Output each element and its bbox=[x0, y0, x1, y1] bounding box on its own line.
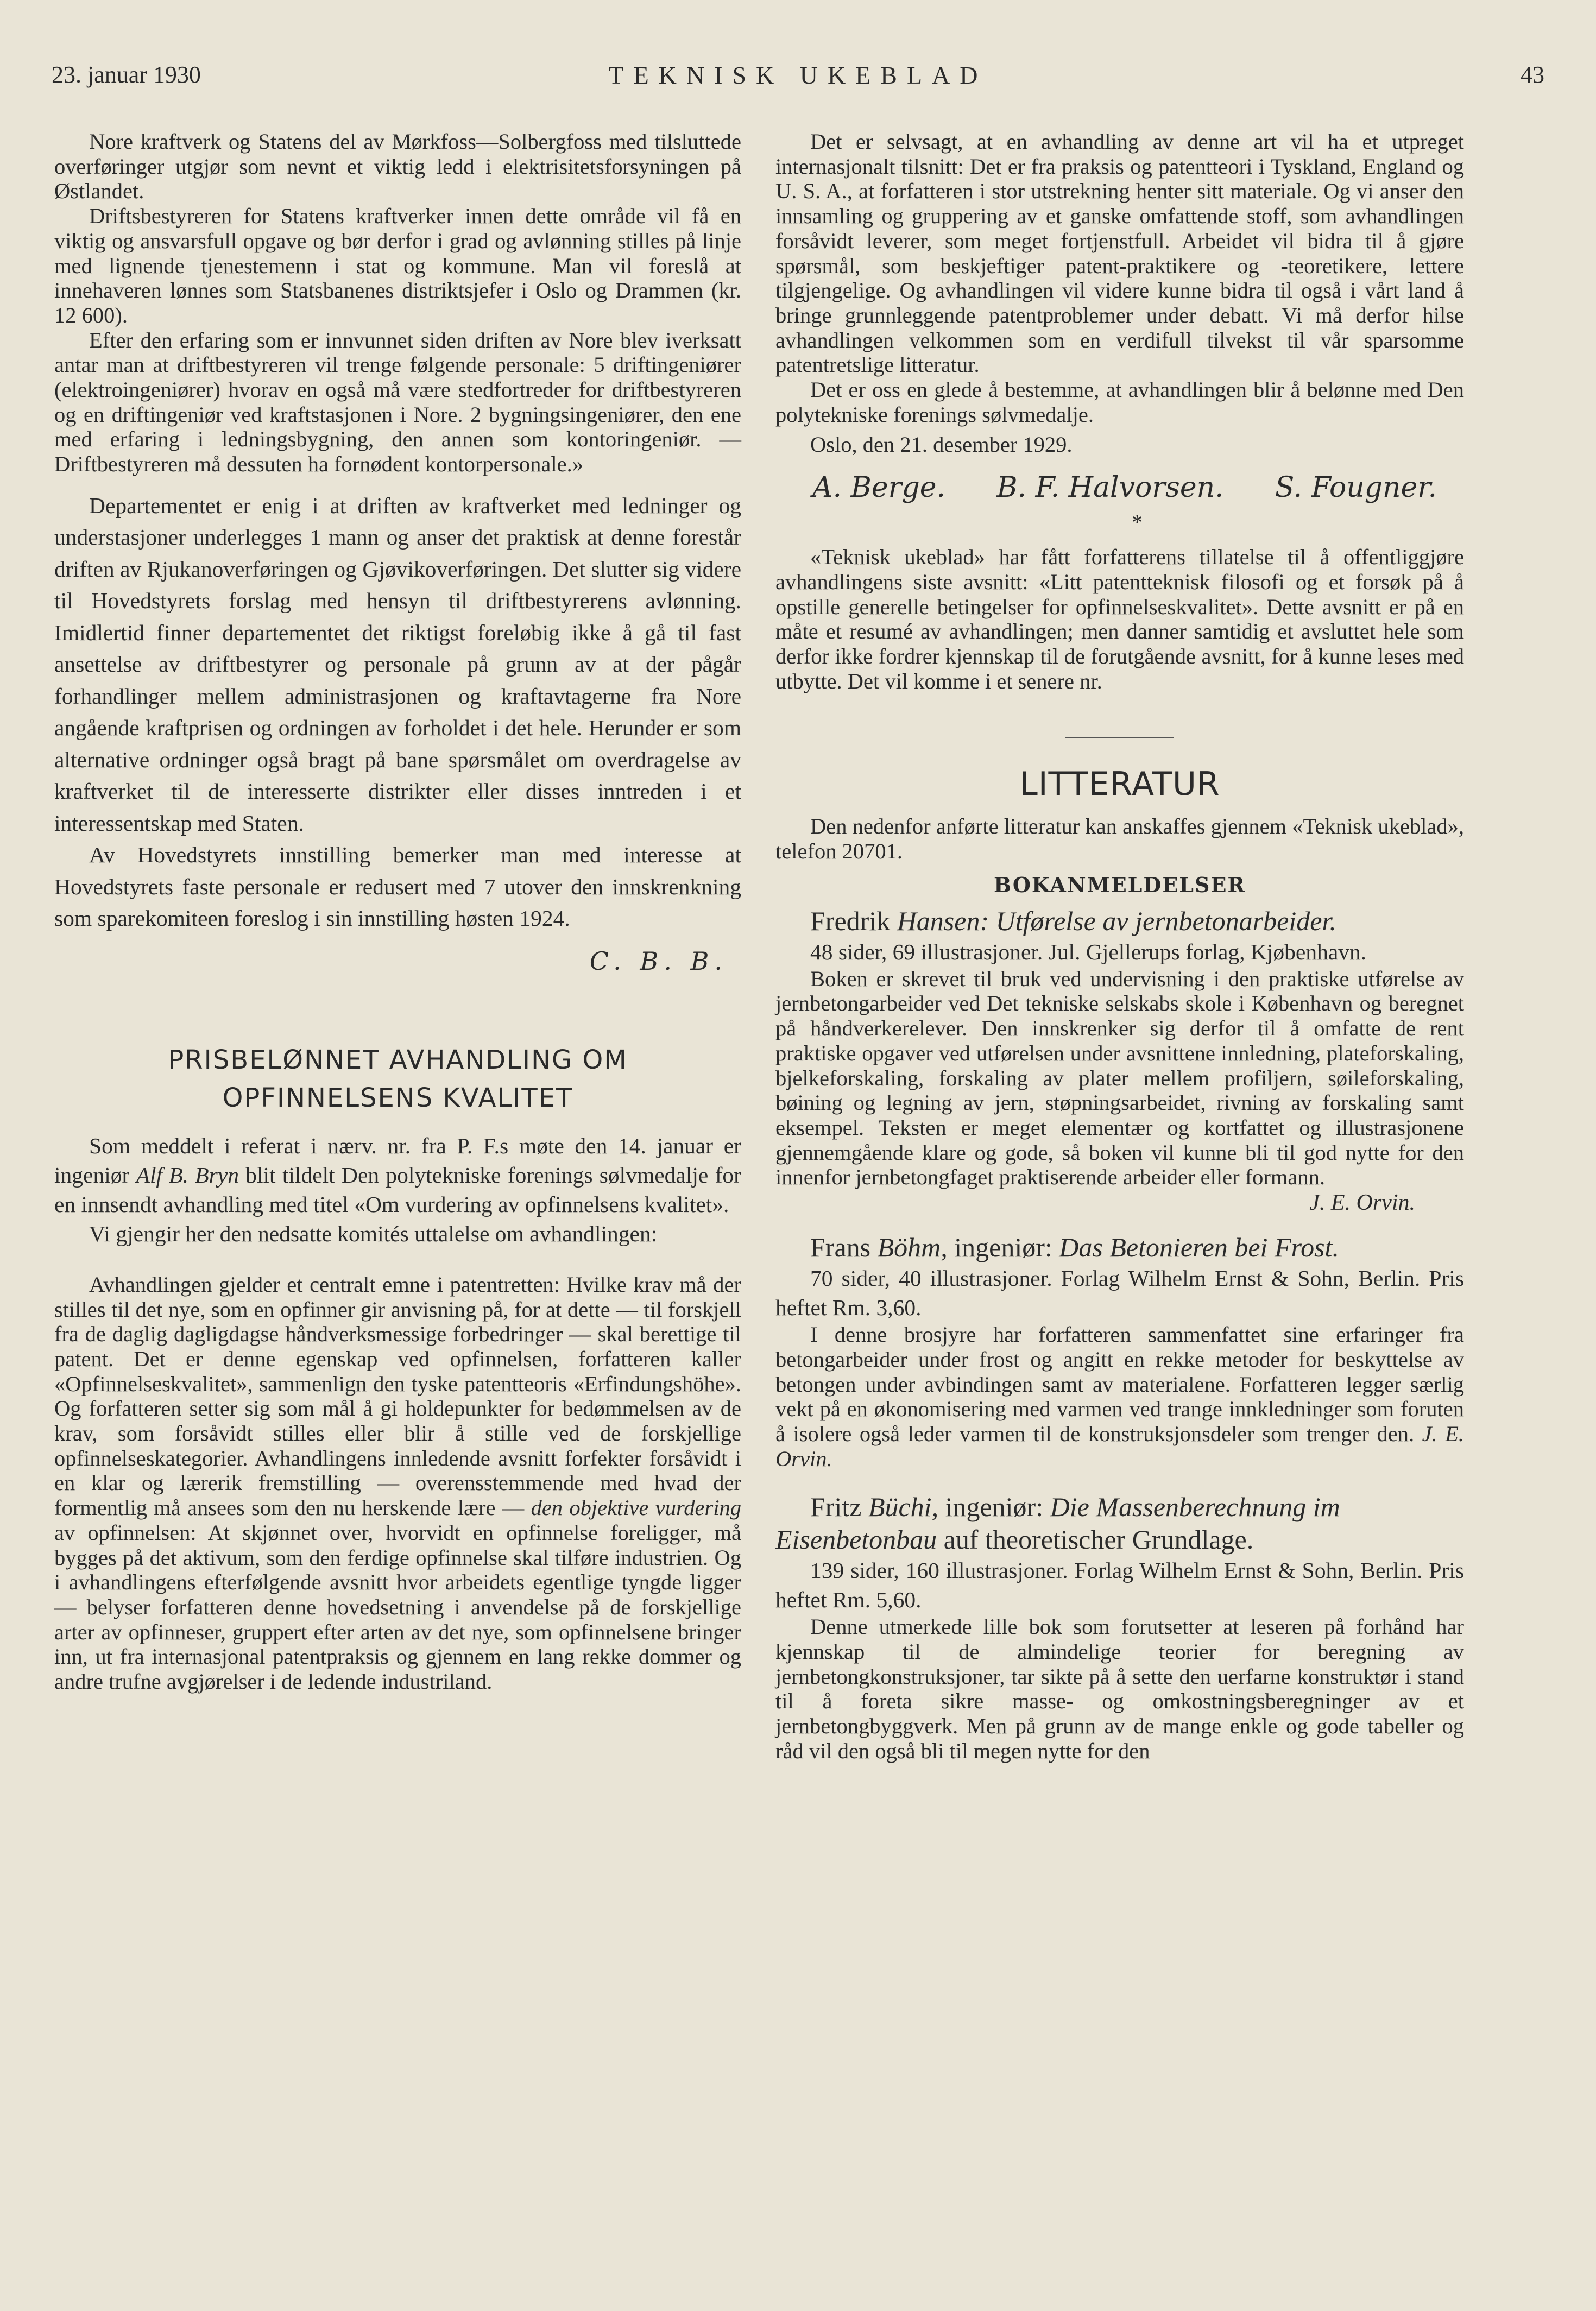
asterisk-separator: * bbox=[1132, 510, 1143, 535]
paragraph: Driftsbestyreren for Statens kraftverker innen dette område vil få en viktig og ansvarsfull opgave og bør derfor i grad og avlønning stilles på linje med lignende tjenestemenn i stat og kommune. Man vil foreslå at innehaveren lønnes som Statsbanenes distriktsjefer i Oslo og Drammen (kr. 12 600). bbox=[54, 204, 741, 327]
book-review: Boken er skrevet til bruk ved undervisning i den praktiske utførelse av jernbetongarbeider ved Det tekniske selskabs skole i København og beregnet på håndverkerelever. Den innskrenker sig derfor til å omfatte de rent praktiske opgaver ved utførelsen under avsnittene innledning, plateforskaling, bjelkeforskaling, forskaling av plater mellem profiljern, søileforskaling, bøining og legning av jern, støpningsarbeidet, rivning av forskaling samt eksempel. Teksten er meget elementær og kortfattet og illustrasjonene gjennemgående klare og gode, så boken vil kunne bli til god nytte for den innenfor jernbetongfaget praktiserende arbeider eller formann. bbox=[775, 966, 1464, 1190]
signer: B. F. Halvorsen. bbox=[996, 471, 1224, 504]
book-meta: 48 sider, 69 illustrasjoner. Jul. Gjellerups forlag, Kjøbenhavn. bbox=[810, 939, 1367, 964]
book-meta: 70 sider, 40 illustrasjoner. Forlag Wilhelm Ernst & Sohn, Berlin. Pris heftet Rm. 3,60. bbox=[775, 1266, 1464, 1321]
paragraph: «Teknisk ukeblad» har fått forfatterens tillatelse til å offentliggjøre avhandlingens siste avsnitt: «Litt patentteknisk filosofi og et forsøk på å opstille generelle betingelser for opfinnelseskvalitet». Dette avsnitt er på en måte et resumé av avhandlingen; men danner samtidig et avsluttet hele som derfor ikke fordrer kjennskap til de forutgående avsnitt, for å kunne leses med utbytte. Det vil komme i et senere nr. bbox=[775, 545, 1464, 693]
paragraph: Som meddelt i referat i nærv. nr. fra P. F.s møte den 14. januar er ingeniør Alf B. Bryn blit tildelt Den polytekniske forenings sølvmedalje for en innsendt avhandling med titel «Om vurdering av opfinnelsens kvalitet». bbox=[54, 1133, 741, 1217]
section-title: LITTERATUR bbox=[1019, 765, 1220, 804]
book-review: Denne utmerkede lille bok som forutsetter at leseren på forhånd har kjennskap til de almindelige teorier for beregning av jernbetongkonstruksjoner, tar sikte på å sette den uerfarne konstruktør i stand til å foreta sikre masse- og omkostningsberegninger av et jernbetongbyggverk. Men på grunn av de mange enkle og gode tabeller og råd vil den også bli til megen nytte for den bbox=[775, 1614, 1464, 1763]
article-heading-line: PRISBELØNNET AVHANDLING OM bbox=[168, 1044, 628, 1075]
section-divider bbox=[1065, 737, 1174, 738]
sub-heading: BOKANMELDELSER bbox=[994, 872, 1246, 897]
left-column bbox=[54, 129, 741, 1694]
paragraph: Efter den erfaring som er innvunnet siden driften av Nore blev iverksatt antar man at driftbestyreren vil trenge følgende personale: 5 driftingeniører (elektroingeniører) hvorav en også må være stedfortreder for driftbestyreren og en driftingeniør ved kraftstasjonen i Nore. 2 bygningsingeniører, den ene med erfaring i ledningsbygning, den annen som kontoringeniør. — Driftbestyreren må dessuten ha fornødent kontorpersonale.» bbox=[54, 327, 741, 477]
author-initials: C. B. B. bbox=[589, 946, 728, 976]
journal-title: TEKNISK UKEBLAD bbox=[608, 61, 988, 89]
emphasis: den objektive vurdering bbox=[531, 1495, 742, 1520]
right-column bbox=[775, 129, 1464, 1764]
paragraph: Nore kraftverk og Statens del av Mørkfoss—Solbergfoss med tilsluttede overføringer utgjør som nevnt et viktig ledd i elektrisitetsforsyningen på Østlandet. bbox=[54, 129, 741, 204]
paragraph: Departementet er enig i at driften av kraftverket med ledninger og understasjoner underlegges 1 mann og anser det praktisk at denne forestår driften av Rjukanoverføringen og Gjøvikoverføringen. Det slutter sig videre til Hovedstyrets forslag med hensyn til driftbestyrerens avlønning. Imidlertid finner departementet det riktigst foreløbig ikke å gå til fast ansettelse av driftbestyrer og personale på grunn av at der pågår forhandlinger mellem administrasjonen og kraftavtagerne fra Nore angående kraftprisen og ordningen av forholdet i det hele. Herunder er som alternative ordninger også bragt på bane spørsmålet om overdragelse av kraftverket til de interesserte distrikter eller disses inntreden i et interessentskap med Staten. bbox=[54, 492, 741, 836]
reviewer-signature: J. E. Orvin. bbox=[1309, 1190, 1415, 1216]
running-header bbox=[52, 61, 1544, 99]
paragraph: Vi gjengir her den nedsatte komités uttalelse om avhandlingen: bbox=[89, 1221, 658, 1246]
book-meta: 139 sider, 160 illustrasjoner. Forlag Wilhelm Ernst & Sohn, Berlin. Pris heftet Rm. 5,60. bbox=[775, 1558, 1464, 1613]
issue-date: 23. januar 1930 bbox=[52, 61, 201, 88]
book-title: Fritz Büchi, ingeniør: Die Massenberechnung im Eisenbetonbau auf theoretischer Grundlage. bbox=[775, 1492, 1340, 1555]
article-heading-line: OPFINNELSENS KVALITET bbox=[222, 1082, 573, 1113]
signer: S. Fougner. bbox=[1275, 471, 1437, 504]
committee-statement: Avhandlingen gjelder et centralt emne i patentretten: Hvilke krav må der stilles til det nye, som en opfinner gir anvisning på, for at dette — til forskjell fra de daglig dagligdagse håndverksmessige forbedringer — skal berettige til patent. Det er denne egenskap ved opfinnelsen, forfatteren kaller «Opfinnelseskvalitet», sammenlign den tyske patentteoris «Erfindungshöhe». Og forfatteren setter sig som mål å gi holdepunkter for bedømmelsen av de krav, som forsåvidt stilles eller blir å stille ved de forskjellige opfinnelseskategorier. Avhandlingens innledende avsnitt forfekter forsåvidt i en klar og lærerik fremstilling — overensstemmende med hvad der formentlig må ansees som den nu herskende lære — den objektive vurdering av opfinnelsen: At skjønnet over, hvorvidt en opfinnelse foreligger, må bygges på det aktivum, som den ferdige opfinnelse skal tilføre industrien. Og i avhandlingens efterfølgende avsnitt hvor arbeidets egentlige tyngde ligger — belyser forfatteren denne hovedsetning i anvendelse på de forskjellige arter av opfinneser, gruppert efter arten av det nye, som opfinnelsene bringer inn, ut fra internasjonal patentpraksis og gjennem en lang rekke dommer og andre trufne avgjørelser i de ledende industriland. bbox=[54, 1272, 742, 1694]
page-number: 43 bbox=[1521, 61, 1544, 88]
paragraph: Den nedenfor anførte litteratur kan anskaffes gjennem «Teknisk ukeblad», telefon 20701. bbox=[775, 814, 1464, 864]
signer: A. Berge. bbox=[812, 471, 946, 504]
place-date: Oslo, den 21. desember 1929. bbox=[810, 432, 1073, 457]
article-heading bbox=[54, 1041, 741, 1117]
honoree-name: Alf B. Bryn bbox=[136, 1162, 239, 1188]
paragraph: Av Hovedstyrets innstilling bemerker man med interesse at Hovedstyrets faste personale er redusert med 7 utover den innskrenkning som sparekomiteen foreslog i sin innstilling høsten 1924. bbox=[54, 842, 741, 931]
book-title: Frans Böhm, ingeniør: Das Betonieren bei Frost. bbox=[810, 1232, 1339, 1263]
reviewer-signature: J. E. Orvin. bbox=[775, 1421, 1465, 1471]
committee-signatures bbox=[812, 471, 1437, 504]
paragraph: Det er selvsagt, at en avhandling av denne art vil ha et utpreget internasjonalt tilsnitt: Det er fra praksis og patentteori i Tyskland, England og U. S. A., at forfatteren i stor utstrekning henter sitt materiale. Og vi anser den innsamling og gruppering av et ganske omfattende stoff, som avhandlingen forsåvidt leverer, som meget fortjenstfull. Arbeidet vil bidra til å gjøre spørsmål, som beskjeftiger patent-praktikere og -teoretikere, lettere tilgjengelige. Og avhandlingen vil videre kunne bidra til også i vårt land å bringe grunnleggende patentproblemer under debatt. Vi må derfor hilse avhandlingen velkommen som en verdifull tilvekst til vår sparsomme patentretslige litteratur. bbox=[775, 129, 1464, 377]
paragraph: Det er oss en glede å bestemme, at avhandlingen blir å belønne med Den polytekniske forenings sølvmedalje. bbox=[775, 377, 1464, 427]
book-title: Fredrik Hansen: Utførelse av jernbetonarbeider. bbox=[810, 905, 1336, 936]
book-review: I denne brosjyre har forfatteren sammenfattet sine erfaringer fra betongarbeider under frost og angitt en rekke metoder for beskyttelse av betongen under avbindingen samt av materialene. Forfatteren legger særlig vekt på en økonomisering med varmen ved trange innkledninger som foruten å isolere også leder varmen til de konstruksjonsdeler som trenger den. J. E. Orvin. bbox=[775, 1322, 1465, 1471]
